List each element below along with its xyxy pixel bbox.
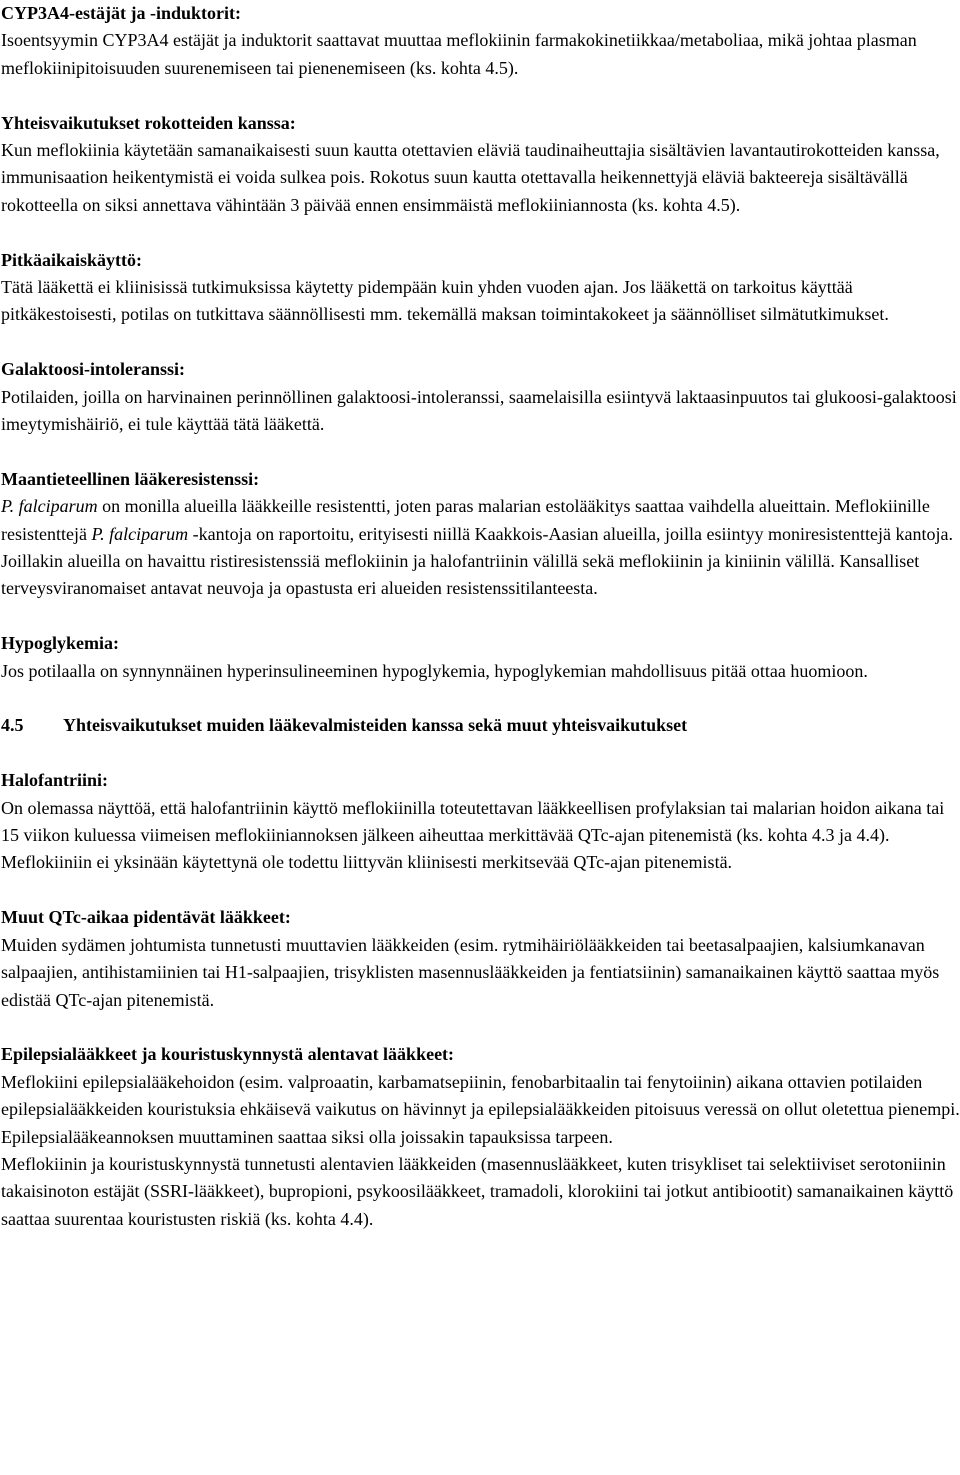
species-name: P. falciparum [1,496,98,517]
section-vaccines [1,110,960,220]
section-qtc-drugs [1,904,960,1014]
section-body: Potilaiden, joilla on harvinainen perinnöllinen galaktoosi-intoleranssi, saamelaisilla esiintyvä laktaasinpuutos tai glukoosi-galaktoosi imeytymishäiriö, ei tule käyttää tätä lääkettä. [1,386,957,435]
section-heading: Yhteisvaikutukset rokotteiden kanssa: [1,112,296,133]
section-halofantrine [1,767,960,877]
chapter-number: 4.5 [1,715,24,736]
species-name: P. falciparum [91,523,189,544]
section-body: Jos potilaalla on synnynnäinen hyperinsulineeminen hypoglykemia, hypoglykemian mahdollisuus pitää ottaa huomioon. [1,660,868,681]
section-body: Meflokiini epilepsialääkehoidon (esim. valproaatin, karbamatsepiinin, fenobarbitaalin tai fenytoiinin) aikana ottavien potilaiden epilepsialääkkeiden kouristuksia ehkäisevä vaikutus on hävinnyt ja epilepsialääkkeiden pitoisuus veressä on ollut oletettua pienempi. Epilepsialääkeannoksen muuttaminen saattaa siksi olla joissakin tapauksissa tarpeen. [1,1071,960,1147]
body-text: -kantoja on raportoitu, erityisesti niillä Kaakkois-Aasian alueilla, joilla esiintyy moniresistenttejä kantoja. Joillakin alueilla on havaittu ristiresistenssiä meflokiinin ja halofantriinin välillä sekä meflokiinin ja kiniinin välillä. Kansalliset terveysviranomaiset antavat neuvoja ja opastusta eri alueiden resistenssitilanteesta. [1,523,953,599]
section-antiepileptics [1,1041,960,1233]
section-body [1,493,960,603]
section-body: Muiden sydämen johtumista tunnetusti muuttavien lääkkeiden (esim. rytmihäiriölääkkeiden tai beetasalpaajien, kalsiumkanavan salpaajien, antihistamiinien tai H1-salpaajien, trisyklisten masennuslääkkeiden ja fentiatsiinin) samanaikainen käyttö saattaa myös edistää QTc-ajan pitenemistä. [1,934,940,1010]
section-heading: Maantieteellinen lääkeresistenssi: [1,468,260,489]
section-heading: Muut QTc-aikaa pidentävät lääkkeet: [1,907,291,928]
section-body: Kun meflokiinia käytetään samanaikaisesti suun kautta otettavien eläviä taudinaiheuttajia sisältävien lavantautirokotteiden kanssa, immunisaation heikentymistä ei voida sulkea pois. Rokotus suun kautta otettavalla heikennettyjä eläviä bakteereja sisältävällä rokotteella on siksi annettava vähintään 3 päivää ennen ensimmäistä meflokiiniannosta (ks. kohta 4.5). [1,140,940,215]
section-body: Isoentsyymin CYP3A4 estäjät ja induktorit saattavat muuttaa meflokiinin farmakokinetiikkaa/metaboliaa, mikä johtaa plasman meflokiinipitoisuuden suurenemiseen tai pienenemiseen (ks. kohta 4.5). [1,30,917,78]
section-body: On olemassa näyttöä, että halofantriinin käyttö meflokiinilla toteutettavan lääkkeellisen profylaksian tai malarian hoidon aikana tai 15 viikon kuluessa viimeisen meflokiiniannoksen jälkeen aiheuttaa merkittävää QTc-ajan pitenemistä (ks. kohta 4.3 ja 4.4). Meflokiiniin ei yksinään käytettynä ole todettu liittyvän kliinisesti merkitsevää QTc-ajan pitenemistä. [1,797,945,873]
section-heading: Galaktoosi-intoleranssi: [1,359,186,380]
section-heading: CYP3A4-estäjät ja -induktorit: [1,3,241,23]
section-galactose [1,356,960,438]
section-body: Tätä lääkettä ei kliinisissä tutkimuksissa käytetty pidempään kuin yhden vuoden ajan. Jos lääkettä on tarkoitus käyttää pitkäkestoisesti, potilas on tutkittava säännöllisesti mm. tekemällä maksan toimintakokeet ja säännölliset silmätutkimukset. [1,277,889,325]
section-body-continued: Meflokiinin ja kouristuskynnystä tunnetusti alentavien lääkkeiden (masennuslääkkeet, kuten trisykliset tai selektiiviset serotoniinin takaisinoton estäjät (SSRI-lääkkeet), bupropioni, psykoosilääkkeet, tramadoli, klorokiini tai jotkut antibiootit) samanaikainen käyttö saattaa suurentaa kouristusten riskiä (ks. kohta 4.4). [1,1153,954,1229]
section-hypoglycemia [1,630,960,685]
chapter-heading [1,712,960,739]
section-heading: Hypoglykemia: [1,633,120,654]
section-long-term-use [1,247,960,329]
chapter-title: Yhteisvaikutukset muiden lääkevalmisteiden kanssa sekä muut yhteisvaikutukset [63,715,688,736]
body-text: on monilla alueilla lääkkeille resistentti, joten paras malarian estolääkitys saattaa vaihdella alueittain. Meflokiinille resistenttejä [1,496,930,544]
section-resistance [1,466,960,603]
section-heading: Halofantriini: [1,770,108,791]
section-cyp3a4 [1,0,960,82]
section-heading: Pitkäaikaiskäyttö: [1,249,143,270]
section-heading: Epilepsialääkkeet ja kouristuskynnystä alentavat lääkkeet: [1,1044,455,1065]
